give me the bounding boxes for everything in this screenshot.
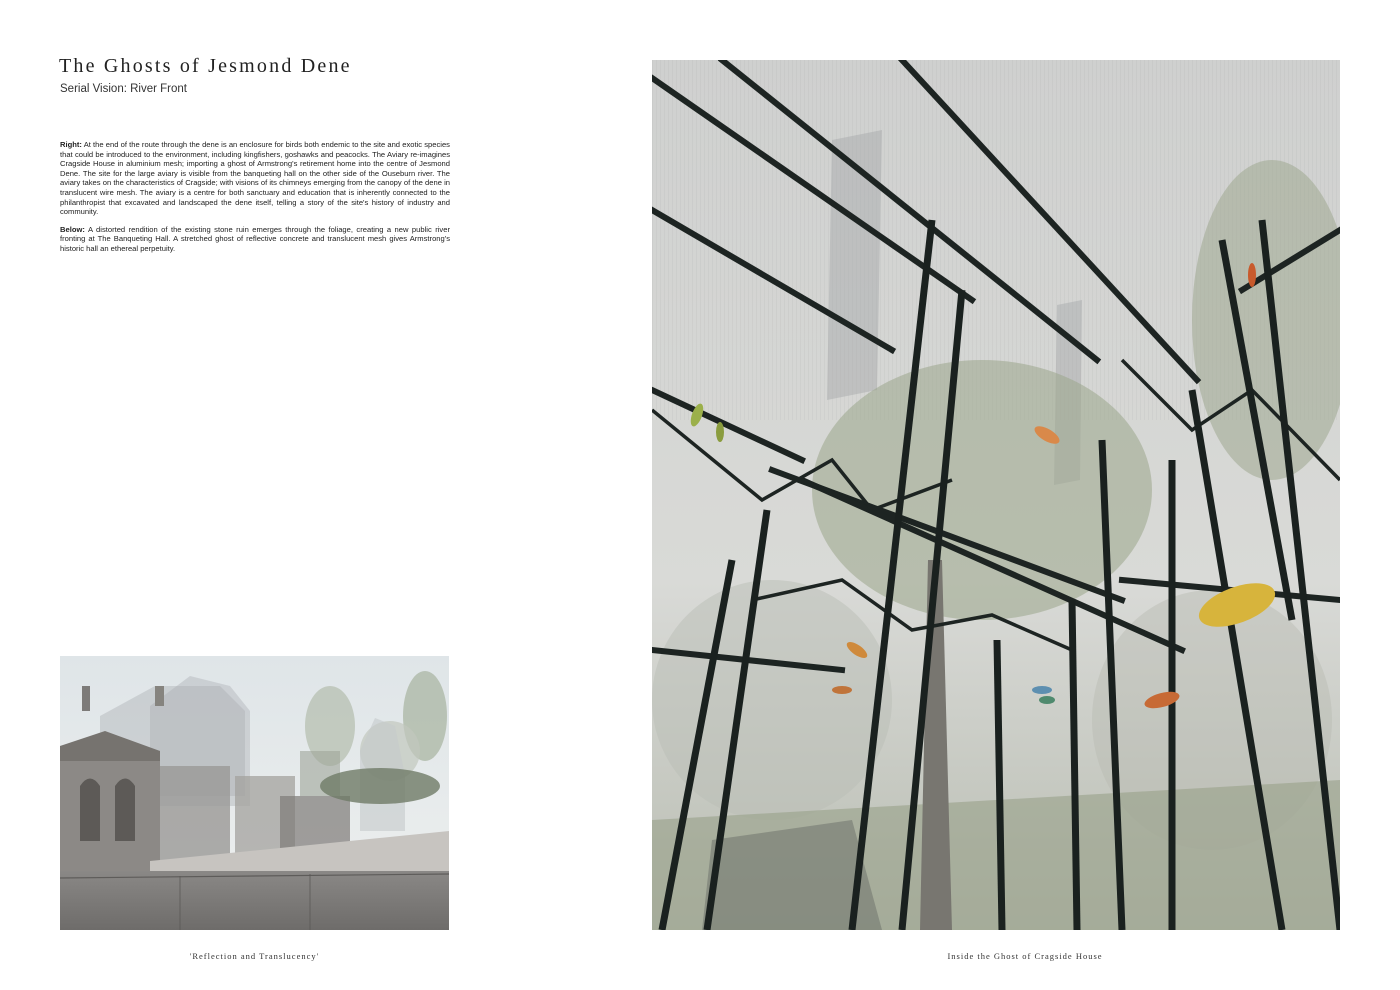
ruin-illustration — [60, 656, 449, 930]
aviary-illustration — [652, 60, 1340, 930]
page-subtitle: Serial Vision: River Front — [60, 83, 187, 95]
right-label: Right: — [60, 140, 82, 149]
page-title: The Ghosts of Jesmond Dene — [59, 55, 352, 77]
right-paragraph — [60, 140, 450, 217]
right-figure-caption: Inside the Ghost of Cragside House — [947, 951, 1103, 961]
description-text — [60, 140, 450, 262]
below-label: Below: — [60, 224, 85, 234]
left-figure-caption: 'Reflection and Translucency' — [189, 951, 320, 961]
right-body: At the end of the route through the dene is an enclosure for birds both endemic to the site and exotic species that could be introduced to the environment, including kingfishers, goshawks and peacocks. The Aviary re-imagines Cragside House in aluminium mesh; importing a ghost of Armstrong's retirement home into the centre of Jesmond Dene. The site for the large aviary is visible from the banqueting hall on the other side of the Ouseburn river. The aviary takes on the characteristics of Cragside; with visions of its chimneys emerging from the canopy of the dene in translucent wire mesh. The aviary is a centre for both sanctuary and education that is inherently connected to the philanthropist that excavated and landscaped the dene itself, telling a story of the site's history of industry and community. — [60, 140, 450, 217]
reflection-translucency-image — [60, 656, 449, 930]
below-paragraph — [60, 225, 450, 254]
inside-cragside-image — [652, 60, 1340, 930]
below-body: A distorted rendition of the existing stone ruin emerges through the foliage, creating a new public river fronting at The Banqueting Hall. A stretched ghost of reflective concrete and translucent mesh gives Armstrong's historic hall an ethereal perpetuity. — [60, 224, 450, 253]
